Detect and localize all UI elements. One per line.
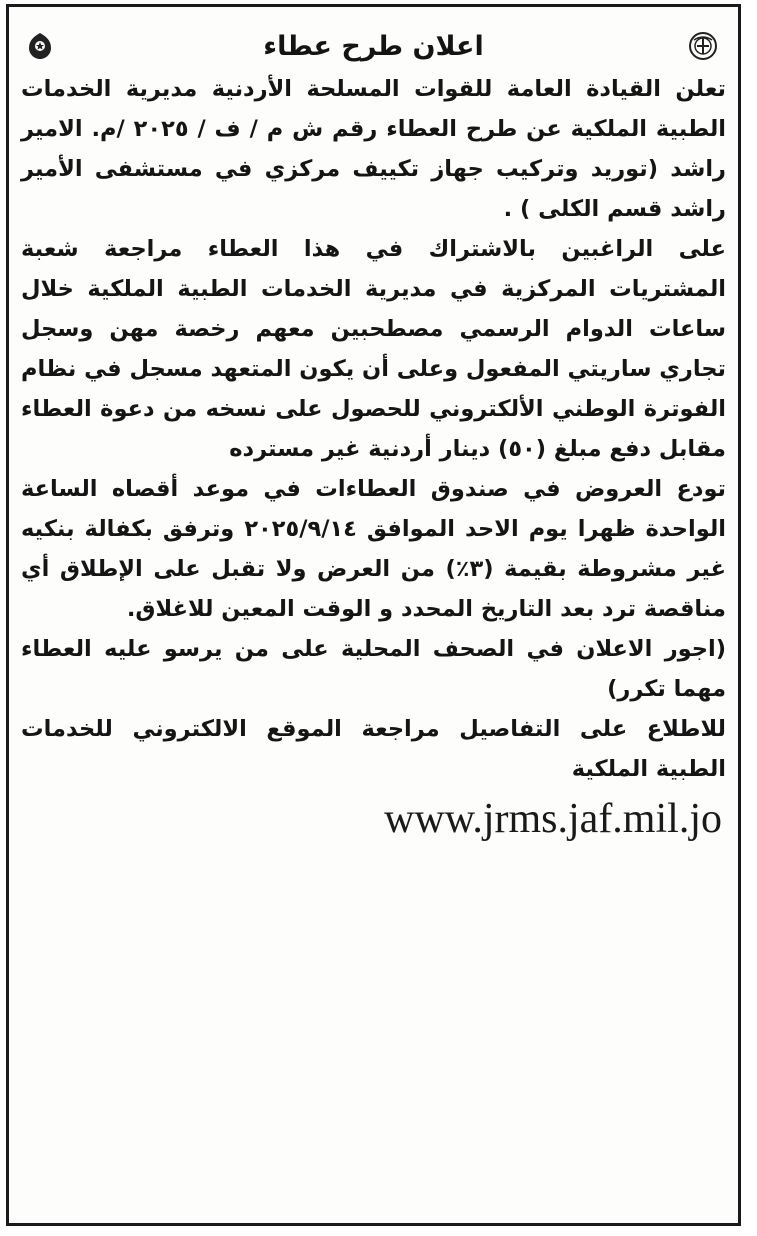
- participation-paragraph: على الراغبين بالاشتراك في هذا العطاء مراجعة شعبة المشتريات المركزية في مديرية الخدمات الطبية الملكية خلال ساعات الدوام الرسمي مصطحبين معهم رخصة مهن وسجل تجاري ساريتي المفعول وعلى أن يكون المتعهد مسجل في نظام الفوترة الوطني الألكتروني للحصول على نسخه من دعوة العطاء مقابل دفع مبلغ (٥٠) دينار أردنية غير مسترده: [21, 236, 726, 462]
- announcement-paragraph: تعلن القيادة العامة للقوات المسلحة الأردنية مديرية الخدمات الطبية الملكية عن طرح العطاء رقم ش م / ف / ٢٠٢٥ /م. الامير راشد (توريد وتركيب جهاز تكييف مركزي في مستشفى الأمير راشد قسم الكلى ) .: [21, 76, 726, 222]
- notice-title: اعلان طرح عطاء: [263, 31, 484, 62]
- details-paragraph: للاطلاع على التفاصيل مراجعة الموقع الالكتروني للخدمات الطبية الملكية: [21, 716, 726, 782]
- notice-header: [9, 7, 738, 69]
- submission-paragraph: تودع العروض في صندوق العطاءات في موعد أقصاه الساعة الواحدة ظهرا يوم الاحد الموافق ٢٠٢٥/٩/١٤ وترفق بكفالة بنكيه غير مشروطة بقيمة (٣٪) من العرض ولا تقبل على الإطلاق أي مناقصة ترد بعد التاريخ المحدد و الوقت المعين للاغلاق.: [21, 476, 726, 622]
- tender-notice: [6, 4, 741, 1226]
- notice-body: [9, 69, 738, 789]
- advertising-cost-paragraph: (اجور الاعلان في الصحف المحلية على من يرسو عليه العطاء مهما تكرر): [21, 636, 726, 702]
- jordan-army-emblem-icon: [25, 31, 55, 61]
- website-url: www.jrms.jaf.mil.jo: [384, 796, 722, 842]
